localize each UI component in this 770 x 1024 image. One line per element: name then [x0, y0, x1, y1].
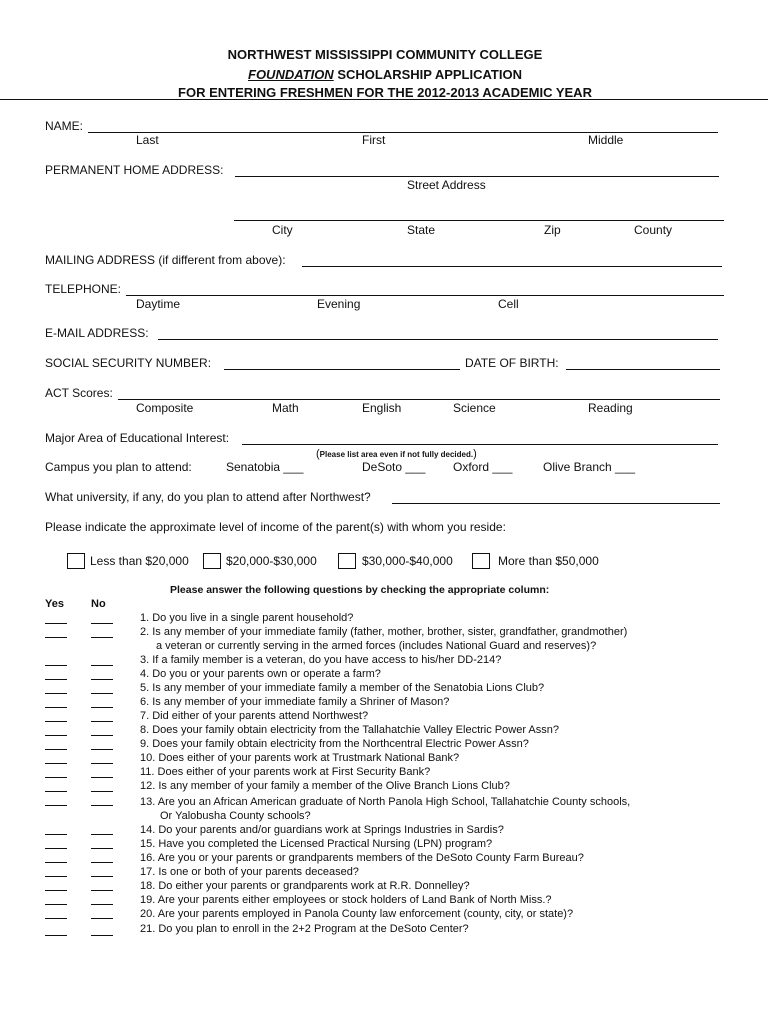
evening-caption: Evening: [317, 297, 361, 311]
q6-no-blank[interactable]: [91, 707, 113, 708]
q4-yes-blank[interactable]: [45, 679, 67, 680]
act-reading-caption: Reading: [588, 401, 633, 415]
q5-no-blank[interactable]: [91, 693, 113, 694]
question-21: 21. Do you plan to enroll in the 2+2 Program at the DeSoto Center?: [140, 923, 469, 935]
question-8: 8. Does your family obtain electricity from the Tallahatchie Valley Electric Power Assn?: [140, 724, 559, 736]
dob-field[interactable]: [566, 369, 720, 370]
home-address-label: PERMANENT HOME ADDRESS:: [45, 163, 224, 177]
name-first-caption: First: [362, 133, 386, 147]
q20-no-blank[interactable]: [91, 918, 113, 919]
question-20: 20. Are your parents employed in Panola County law enforcement (county, city, or state)?: [140, 908, 574, 920]
ssn-label: SOCIAL SECURITY NUMBER:: [45, 356, 212, 370]
questions-instruction: Please answer the following questions by checking the appropriate column:: [170, 584, 550, 596]
q12-no-blank[interactable]: [91, 791, 113, 792]
q14-no-blank[interactable]: [91, 834, 113, 835]
street-address-field[interactable]: [235, 176, 719, 177]
q16-no-blank[interactable]: [91, 862, 113, 863]
question-13: 13. Are you an African American graduate of North Panola High School, Tallahatchie County schools,: [140, 796, 631, 808]
q6-yes-blank[interactable]: [45, 707, 67, 708]
q13-no-blank[interactable]: [91, 805, 113, 806]
major-note-close: ): [473, 448, 477, 460]
campus-option-desoto[interactable]: DeSoto ___: [362, 460, 426, 474]
q15-no-blank[interactable]: [91, 848, 113, 849]
telephone-label: TELEPHONE:: [45, 282, 122, 296]
q2-yes-blank[interactable]: [45, 637, 67, 638]
q18-yes-blank[interactable]: [45, 890, 67, 891]
question-6: 6. Is any member of your immediate family a Shriner of Mason?: [140, 696, 450, 708]
act-math-caption: Math: [272, 401, 299, 415]
income-prompt: Please indicate the approximate level of income of the parent(s) with whom you reside:: [45, 520, 506, 534]
mailing-address-label: MAILING ADDRESS (if different from above):: [45, 253, 286, 267]
q19-yes-blank[interactable]: [45, 904, 67, 905]
q5-yes-blank[interactable]: [45, 693, 67, 694]
question-10: 10. Does either of your parents work at Trustmark National Bank?: [140, 752, 460, 764]
act-composite-caption: Composite: [136, 401, 194, 415]
question-16: 16. Are you or your parents or grandparents members of the DeSoto County Farm Bureau?: [140, 852, 584, 864]
question-4: 4. Do you or your parents own or operate a farm?: [140, 668, 381, 680]
major-label: Major Area of Educational Interest:: [45, 431, 230, 445]
income-option-under-20k: Less than $20,000: [90, 554, 189, 568]
q2-no-blank[interactable]: [91, 637, 113, 638]
campus-option-oxford[interactable]: Oxford ___: [453, 460, 513, 474]
university-field[interactable]: [392, 503, 720, 504]
ssn-field[interactable]: [224, 369, 460, 370]
question-11: 11. Does either of your parents work at First Security Bank?: [140, 766, 431, 778]
income-checkbox-30k-40k[interactable]: [338, 553, 356, 569]
email-label: E-MAIL ADDRESS:: [45, 326, 149, 340]
state-caption: State: [407, 223, 436, 237]
question-18: 18. Do either your parents or grandparents work at R.R. Donnelley?: [140, 880, 470, 892]
q14-yes-blank[interactable]: [45, 834, 67, 835]
question-19: 19. Are your parents either employees or stock holders of Land Bank of North Miss.?: [140, 894, 552, 906]
major-note-text: Please list area even if not fully decided.: [319, 450, 474, 459]
question-2-continued: a veteran or currently serving in the armed forces (includes National Guard and reserves)?: [156, 640, 597, 652]
q17-no-blank[interactable]: [91, 876, 113, 877]
university-label: What university, if any, do you plan to attend after Northwest?: [45, 490, 371, 504]
income-checkbox-under-20k[interactable]: [67, 553, 85, 569]
mailing-address-field[interactable]: [302, 266, 722, 267]
income-option-over-50k: More than $50,000: [498, 554, 599, 568]
name-middle-caption: Middle: [588, 133, 624, 147]
name-label: NAME:: [45, 119, 84, 133]
foundation-word: FOUNDATION: [248, 67, 334, 82]
major-note: [316, 446, 477, 460]
q3-no-blank[interactable]: [91, 665, 113, 666]
form-title: [0, 67, 770, 82]
q13-yes-blank[interactable]: [45, 805, 67, 806]
city-state-zip-field[interactable]: [234, 220, 724, 221]
name-field[interactable]: [88, 132, 718, 133]
question-17: 17. Is one or both of your parents deceased?: [140, 866, 359, 878]
q17-yes-blank[interactable]: [45, 876, 67, 877]
question-7: 7. Did either of your parents attend Northwest?: [140, 710, 369, 722]
q9-no-blank[interactable]: [91, 749, 113, 750]
q21-yes-blank[interactable]: [45, 935, 67, 936]
q1-yes-blank[interactable]: [45, 623, 67, 624]
form-subtitle: FOR ENTERING FRESHMEN FOR THE 2012-2013 ACADEMIC YEAR: [178, 85, 592, 100]
q12-yes-blank[interactable]: [45, 791, 67, 792]
question-3: 3. If a family member is a veteran, do you have access to his/her DD-214?: [140, 654, 502, 666]
q20-yes-blank[interactable]: [45, 918, 67, 919]
college-name: NORTHWEST MISSISSIPPI COMMUNITY COLLEGE: [227, 47, 543, 62]
question-1: 1. Do you live in a single parent household?: [140, 612, 354, 624]
act-scores-field[interactable]: [118, 399, 720, 400]
campus-option-olive-branch[interactable]: Olive Branch ___: [543, 460, 636, 474]
q10-no-blank[interactable]: [91, 763, 113, 764]
q21-no-blank[interactable]: [91, 935, 113, 936]
q8-yes-blank[interactable]: [45, 735, 67, 736]
campus-label: Campus you plan to attend:: [45, 460, 192, 474]
name-last-caption: Last: [136, 133, 159, 147]
dob-label: DATE OF BIRTH:: [465, 356, 559, 370]
q3-yes-blank[interactable]: [45, 665, 67, 666]
q11-yes-blank[interactable]: [45, 777, 67, 778]
act-science-caption: Science: [453, 401, 496, 415]
street-address-caption: Street Address: [407, 178, 486, 192]
act-scores-label: ACT Scores:: [45, 386, 113, 400]
q7-yes-blank[interactable]: [45, 721, 67, 722]
major-note-open: (: [316, 448, 320, 460]
q4-no-blank[interactable]: [91, 679, 113, 680]
no-column-header: No: [91, 598, 106, 610]
q19-no-blank[interactable]: [91, 904, 113, 905]
email-field[interactable]: [158, 339, 718, 340]
telephone-field[interactable]: [126, 295, 724, 296]
q11-no-blank[interactable]: [91, 777, 113, 778]
form-title-rest: SCHOLARSHIP APPLICATION: [333, 67, 522, 82]
question-9: 9. Does your family obtain electricity from the Northcentral Electric Power Assn?: [140, 738, 529, 750]
q9-yes-blank[interactable]: [45, 749, 67, 750]
yes-column-header: Yes: [45, 598, 64, 610]
city-caption: City: [272, 223, 293, 237]
question-15: 15. Have you completed the Licensed Practical Nursing (LPN) program?: [140, 838, 493, 850]
q8-no-blank[interactable]: [91, 735, 113, 736]
income-option-30k-40k: $30,000-$40,000: [362, 554, 453, 568]
income-checkbox-over-50k[interactable]: [472, 553, 490, 569]
q16-yes-blank[interactable]: [45, 862, 67, 863]
q18-no-blank[interactable]: [91, 890, 113, 891]
income-option-20k-30k: $20,000-$30,000: [226, 554, 317, 568]
q10-yes-blank[interactable]: [45, 763, 67, 764]
question-5: 5. Is any member of your immediate family a member of the Senatobia Lions Club?: [140, 682, 545, 694]
question-13-continued: Or Yalobusha County schools?: [160, 810, 311, 822]
header-rule: [0, 99, 768, 100]
county-caption: County: [634, 223, 673, 237]
question-2: 2. Is any member of your immediate family (father, mother, brother, sister, grandfather, grandmother): [140, 626, 628, 638]
cell-caption: Cell: [498, 297, 519, 311]
campus-option-senatobia[interactable]: Senatobia ___: [226, 460, 304, 474]
question-12: 12. Is any member of your family a member of the Olive Branch Lions Club?: [140, 780, 510, 792]
zip-caption: Zip: [544, 223, 561, 237]
q1-no-blank[interactable]: [91, 623, 113, 624]
act-english-caption: English: [362, 401, 402, 415]
q7-no-blank[interactable]: [91, 721, 113, 722]
daytime-caption: Daytime: [136, 297, 181, 311]
q15-yes-blank[interactable]: [45, 848, 67, 849]
question-14: 14. Do your parents and/or guardians work at Springs Industries in Sardis?: [140, 824, 504, 836]
income-checkbox-20k-30k[interactable]: [203, 553, 221, 569]
major-field[interactable]: [242, 444, 718, 445]
